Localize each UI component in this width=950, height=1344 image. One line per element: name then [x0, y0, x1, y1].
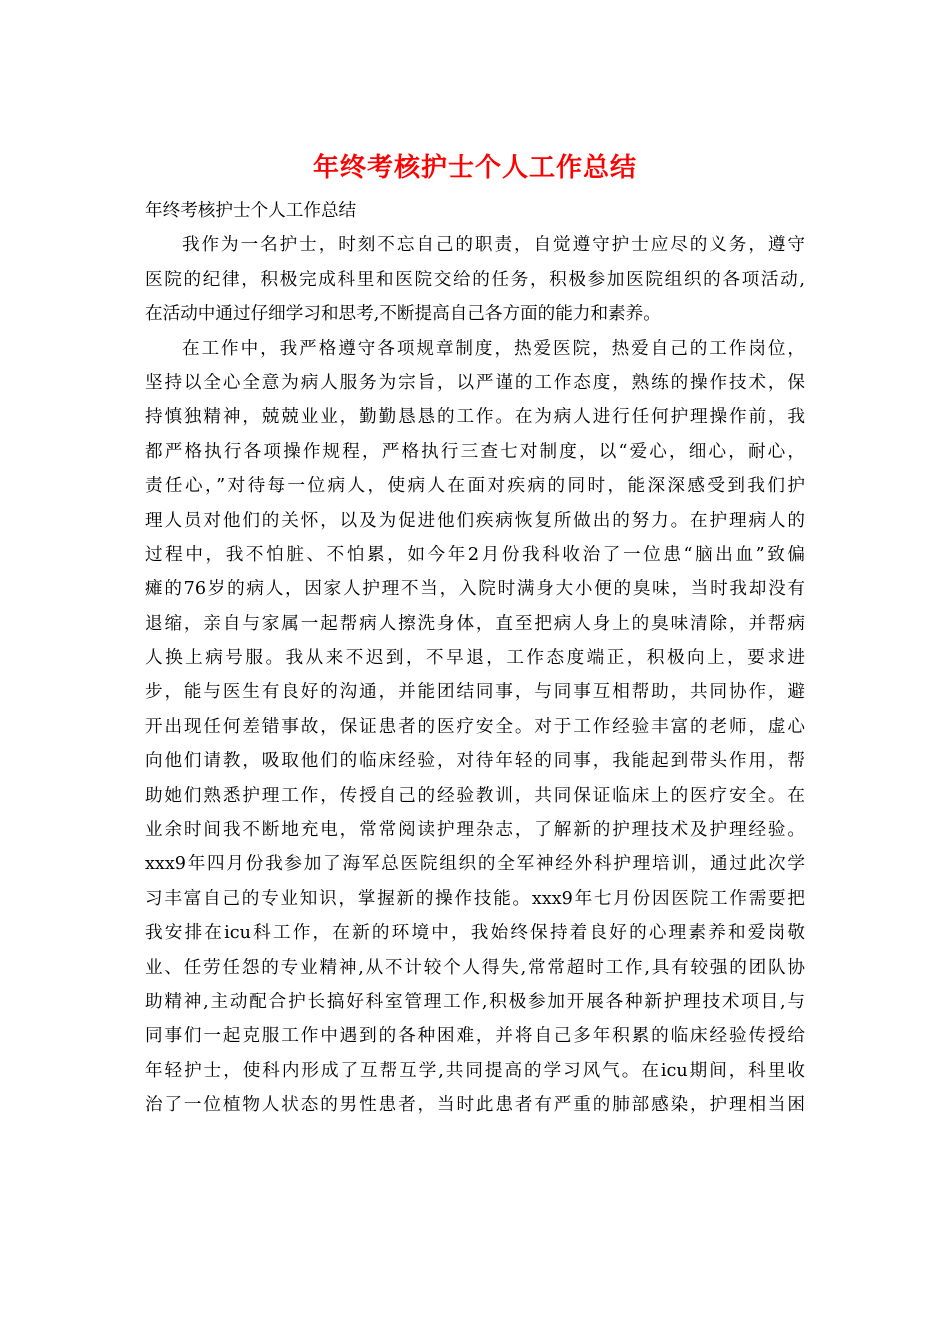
text-line: 责任心，”对待每一位病人，使病人在面对疾病的同时，能深深感受到我们护	[145, 476, 805, 497]
text-line: 业余时间我不断地充电，常常阅读护理杂志，了解新的护理技术及护理经验。	[145, 820, 805, 841]
text-line: 我作为一名护士，时刻不忘自己的职责，自觉遵守护士应尽的义务，遵守	[182, 235, 805, 256]
text-line: 都严格执行各项操作规程，严格执行三查七对制度，以“爱心，细心，耐心，	[145, 441, 805, 462]
text-line: 年轻护士，使科内形成了互帮互学,共同提高的学习风气。在icu期间，科里收	[145, 1060, 805, 1081]
text-line: 业、任劳任怨的专业精神,从不计较个人得失,常常超时工作,具有较强的团队协	[145, 957, 805, 978]
text-line: 理人员对他们的关怀，以及为促进他们疾病恢复所做出的努力。在护理病人的	[145, 510, 805, 531]
text-line: 瘫的76岁的病人，因家人护理不当，入院时满身大小便的臭味，当时我却没有	[145, 579, 805, 600]
text-line: 助她们熟悉护理工作，传授自己的经验教训，共同保证临床上的医疗安全。在	[145, 785, 805, 806]
text-line: 在工作中，我严格遵守各项规章制度，热爱医院，热爱自己的工作岗位，	[182, 338, 805, 359]
text-line: 开出现任何差错事故，保证患者的医疗安全。对于工作经验丰富的老师，虚心	[145, 716, 805, 737]
text-line: 过程中，我不怕脏、不怕累，如今年2月份我科收治了一位患“脑出血”致偏	[145, 544, 805, 565]
text-line: 持慎独精神，兢兢业业，勤勤恳恳的工作。在为病人进行任何护理操作前，我	[145, 407, 805, 428]
text-line: 同事们一起克服工作中遇到的各种困难，并将自己多年积累的临床经验传授给	[145, 1026, 805, 1047]
text-line: 助精神,主动配合护长搞好科室管理工作,积极参加开展各种新护理技术项目,与	[145, 991, 805, 1012]
text-line: 退缩，亲自与家属一起帮病人擦洗身体，直至把病人身上的臭味清除，并帮病	[145, 613, 805, 634]
document-body	[145, 194, 805, 1123]
text-line: 向他们请教，吸取他们的临床经验，对待年轻的同事，我能起到带头作用，帮	[145, 751, 805, 772]
text-line: 我安排在icu科工作，在新的环境中，我始终保持着良好的心理素养和爱岗敬	[145, 923, 805, 944]
text-line: 在活动中通过仔细学习和思考,不断提高自己各方面的能力和素养。	[145, 304, 661, 325]
document-title: 年终考核护士个人工作总结	[312, 153, 637, 183]
text-line: 坚持以全心全意为病人服务为宗旨，以严谨的工作态度，熟练的操作技术，保	[145, 372, 805, 393]
text-line: 治了一位植物人状态的男性患者，当时此患者有严重的肺部感染，护理相当困	[145, 1095, 805, 1116]
text-line: 人换上病号服。我从来不迟到，不早退，工作态度端正，积极向上，要求进	[145, 648, 805, 669]
text-line: xxx9年四月份我参加了海军总医院组织的全军神经外科护理培训，通过此次学	[145, 854, 805, 875]
text-line: 习丰富自己的专业知识，掌握新的操作技能。xxx9年七月份因医院工作需要把	[145, 888, 805, 909]
text-line: 步，能与医生有良好的沟通，并能团结同事，与同事互相帮助，共同协作，避	[145, 682, 805, 703]
text-line-subtitle: 年终考核护士个人工作总结	[145, 201, 357, 221]
text-line: 医院的纪律，积极完成科里和医院交给的任务，积极参加医院组织的各项活动,	[145, 269, 805, 290]
